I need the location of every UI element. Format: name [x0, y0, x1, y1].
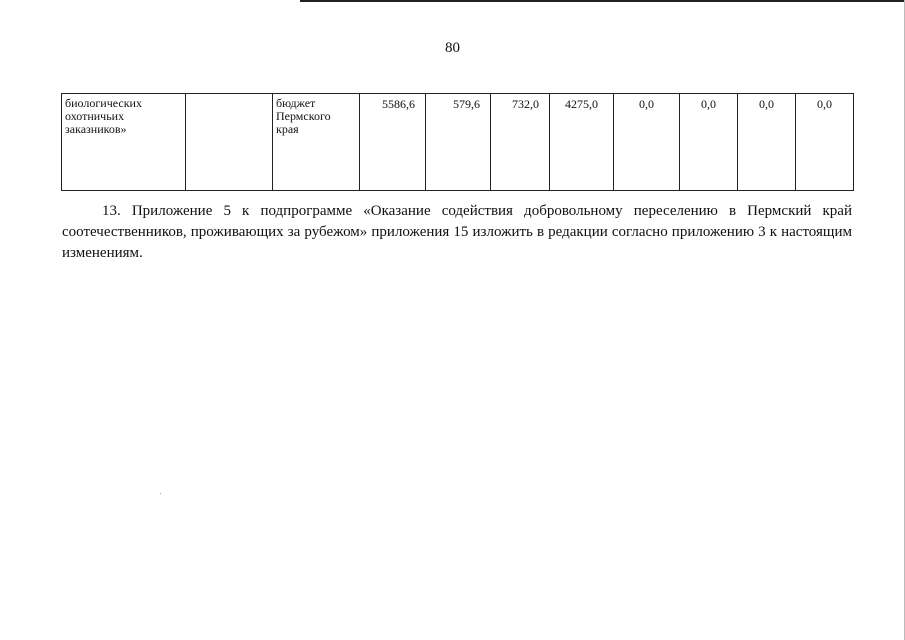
table-cell-value: 4275,0	[550, 94, 614, 191]
top-border-line	[300, 0, 905, 2]
amendment-paragraph: 13. Приложение 5 к подпрограмме «Оказание содействия добровольному переселению в Пермский край соотечественников, проживающих за рубежом» приложения 15 изложить в редакции согласно приложению 3 к настоящим изменениям.	[62, 203, 852, 261]
table-cell-value: 0,0	[614, 94, 680, 191]
table-cell-value: 0,0	[796, 94, 854, 191]
table-cell-name: биологических охотничьих заказников»	[62, 94, 186, 191]
table-cell-value: 0,0	[680, 94, 738, 191]
budget-table	[61, 93, 854, 191]
page-number: 80	[445, 40, 460, 56]
scan-speck	[160, 493, 161, 494]
table-cell-empty	[186, 94, 273, 191]
table-cell-value: 579,6	[426, 94, 491, 191]
table-cell-total: 5586,6	[360, 94, 426, 191]
table-cell-value: 0,0	[738, 94, 796, 191]
table-row	[62, 94, 854, 191]
table-cell-value: 732,0	[491, 94, 550, 191]
table-cell-source: бюджет Пермского края	[273, 94, 360, 191]
